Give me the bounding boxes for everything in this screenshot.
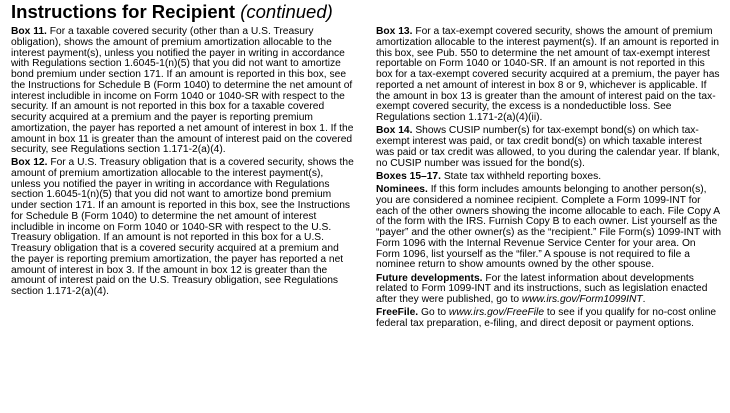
freefile-text-b: to see if you qualify for no-cost online federal tax preparation, e-filing, and direct deposit or payment options. xyxy=(376,307,717,329)
box11-text: For a taxable covered security (other than a U.S. Treasury obligation), shows the amount of premium amortization allocable to the interest payment(s), unless you notified the payer in writing in accordance with Regulations section 1.6045-1(n)(5) that you did not want to amortize bond premium under section 171. If an amount is reported in this box, see the Instructions for Schedule B (Form 1040) to determine the net amount of interest includible in income on Form 1040 or 1040-SR with respect to the security. If an amount is not reported in this box for a taxable covered security acquired at a premium and the payer is reporting premium amortization, the payer has reported a net amount of interest in box 1. If the amount in box 11 is greater than the amount of interest paid on the covered security, see Regulations section 1.171-2(a)(4). xyxy=(11,26,354,156)
page-heading xyxy=(11,1,333,23)
box14-text: Shows CUSIP number(s) for tax-exempt bond(s) on which tax-exempt interest was paid, or tax credit bond(s) on which taxable interest was paid or tax credit was allowed, to you during the calendar year. If blank, no CUSIP number was issued for the bond(s). xyxy=(376,125,720,169)
heading-continued: (continued) xyxy=(240,1,333,22)
nominees-instruction xyxy=(376,185,722,271)
freefile-link[interactable]: www.irs.gov/FreeFile xyxy=(448,307,545,319)
future-developments-end: . xyxy=(642,294,646,305)
freefile-instruction xyxy=(376,308,722,330)
heading-title: Instructions for Recipient xyxy=(11,1,236,22)
box11-label: Box 11. xyxy=(11,26,47,37)
form1099int-link[interactable]: www.irs.gov/Form1099INT xyxy=(521,294,643,305)
boxes15-17-text: State tax withheld reporting boxes. xyxy=(440,170,602,182)
right-column xyxy=(376,27,722,332)
box12-text: For a U.S. Treasury obligation that is a covered security, shows the amount of premium amortization allocable to the interest payment(s), unless you notified the payer in writing in accordance with Regulations section 1.6045-1(n)(5) that you did not want to amortize bond premium under section 171. If an amount is reported in this box, see the Instructions for Schedule B (Form 1040) to determine the net amount of interest includible in income on Form 1040 or 1040-SR with respect to the U.S. Treasury obligation. If an amount is not reported in this box for a U.S. Treasury obligation that is a covered security acquired at a premium and the payer is reporting premium amortization, the payer has reported a net amount of interest in box 3. If the amount in box 12 is greater than the amount of interest paid on the U.S. Treasury obligation, see Regulations section 1.171-2(a)(4). xyxy=(11,157,354,297)
box13-text: For a tax-exempt covered security, shows the amount of premium amortization allocable to the interest payment(s). If an amount is reported in this box, see Pub. 550 to determine the net amount of tax-exempt interest reportable on Form 1040 or 1040-SR. If an amount is not reported in this box for a tax-exempt covered security acquired at a premium, the payer has reported a net amount of interest in box 8 or 9, whichever is applicable. If the amount in box 13 is greater than the amount of interest paid on the tax-exempt covered security, the excess is a nondeductible loss. See Regulations section 1.171-2(a)(4)(ii). xyxy=(376,26,720,123)
box11-instruction xyxy=(11,27,354,156)
box12-instruction xyxy=(11,158,354,298)
box13-label: Box 13. xyxy=(376,26,413,37)
box14-label: Box 14. xyxy=(376,125,413,137)
box13-instruction xyxy=(376,27,722,124)
box14-instruction xyxy=(376,126,722,169)
box12-label: Box 12. xyxy=(11,157,48,168)
nominees-text: If this form includes amounts belonging to another person(s), you are considered a nominee recipient. Complete a Form 1099-INT for each of the other owners showing the income allocable to each. File Copy A of the form with the IRS. Furnish Copy B to each owner. List yourself as the “payer” and the other owner(s) as the “recipient.” File Form(s) 1099-INT with Form 1096 with the Internal Revenue Service Center for your area. On Form 1096, list yourself as the “filer.” A spouse is not required to file a nominee return to show amounts owned by the other spouse. xyxy=(376,184,722,271)
future-developments xyxy=(376,274,722,306)
boxes15-17-instruction xyxy=(376,172,722,183)
freefile-text-a: Go to xyxy=(418,307,449,319)
boxes15-17-label: Boxes 15–17. xyxy=(376,170,441,182)
future-developments-text: For the latest information about developments related to Form 1099-INT and its instructions, such as legislation enacted after they were published, go to xyxy=(376,272,708,305)
nominees-label: Nominees. xyxy=(376,184,428,195)
left-column xyxy=(11,27,354,300)
freefile-label: FreeFile. xyxy=(376,307,419,319)
future-developments-label: Future developments. xyxy=(376,272,483,284)
